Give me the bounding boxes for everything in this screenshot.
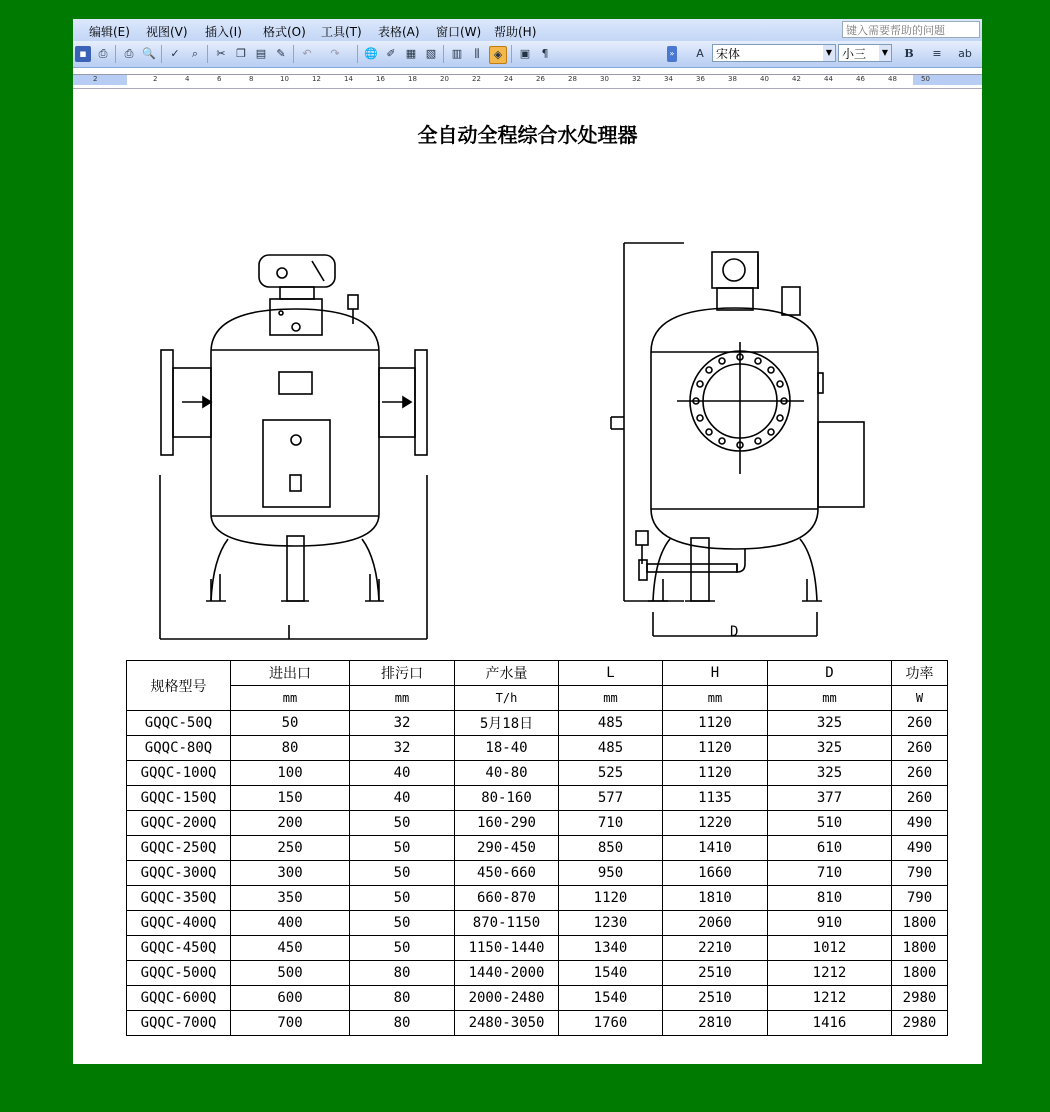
hyperlink-icon[interactable]: 🌐 [364, 47, 378, 60]
table-cell: 50 [350, 836, 455, 861]
table-row [127, 786, 948, 811]
ruler-number: 34 [664, 75, 673, 83]
table-cell: 1800 [892, 961, 948, 986]
ruler-number: 26 [536, 75, 545, 83]
ruler-number: 14 [344, 75, 353, 83]
table-cell: 32 [350, 711, 455, 736]
table-cell: 950 [559, 861, 663, 886]
table-units-row [127, 686, 948, 711]
control-switch [348, 295, 358, 309]
menu-help[interactable]: 帮助(H) [494, 25, 537, 39]
align-center-icon[interactable]: ≡ [932, 47, 942, 60]
table-header-row [127, 661, 948, 686]
table-unit-cell: mm [350, 686, 455, 711]
table-cell: 40 [350, 786, 455, 811]
table-cell: 260 [892, 736, 948, 761]
table-unit-cell: T/h [455, 686, 559, 711]
menu-insert[interactable]: 插入(I) [205, 25, 242, 39]
table-cell: GQQC-150Q [127, 786, 231, 811]
table-cell: GQQC-350Q [127, 886, 231, 911]
table-cell: 510 [768, 811, 892, 836]
ruler-number: 32 [632, 75, 641, 83]
insert-table-icon[interactable]: ▦ [405, 47, 417, 60]
front-tank-body [211, 309, 379, 546]
table-cell: GQQC-600Q [127, 986, 231, 1011]
font-name-value: 宋体 [716, 47, 741, 61]
cut-icon[interactable]: ✂ [216, 47, 226, 60]
table-cell: 1230 [559, 911, 663, 936]
table-row [127, 961, 948, 986]
table-cell: 1120 [663, 761, 768, 786]
print-preview-icon[interactable]: 🔍 [142, 47, 156, 60]
table-cell: GQQC-450Q [127, 936, 231, 961]
ruler-number: 8 [249, 75, 254, 83]
table-unit-cell: mm [559, 686, 663, 711]
table-cell: 290-450 [455, 836, 559, 861]
table-cell: 150 [231, 786, 350, 811]
table-header-cell: 功率 [892, 661, 948, 686]
table-cell: 325 [768, 736, 892, 761]
front-view-drawing [160, 255, 427, 639]
table-cell: 100 [231, 761, 350, 786]
table-row [127, 736, 948, 761]
table-header-cell: D [768, 661, 892, 686]
table-cell: GQQC-100Q [127, 761, 231, 786]
table-unit-cell: mm [663, 686, 768, 711]
ruler-number: 30 [600, 75, 609, 83]
table-cell: 1340 [559, 936, 663, 961]
table-cell: 260 [892, 711, 948, 736]
table-cell: 450 [231, 936, 350, 961]
table-row [127, 711, 948, 736]
menu-view[interactable]: 视图(V) [146, 25, 188, 39]
table-cell: 80-160 [455, 786, 559, 811]
ruler-number: 6 [217, 75, 222, 83]
table-cell: 2000-2480 [455, 986, 559, 1011]
table-cell: 40-80 [455, 761, 559, 786]
reading-icon[interactable]: ▣ [519, 47, 531, 60]
table-cell: 2510 [663, 986, 768, 1011]
word-window [73, 19, 982, 1064]
table-cell: 80 [350, 1011, 455, 1036]
ruler-number: 4 [185, 75, 190, 83]
ruler-number: 42 [792, 75, 801, 83]
table-cell: 485 [559, 711, 663, 736]
table-cell: 910 [768, 911, 892, 936]
table-unit-cell: W [892, 686, 948, 711]
side-motor [712, 252, 758, 288]
table-cell: 1540 [559, 986, 663, 1011]
table-cell: 5月18日 [455, 711, 559, 736]
table-cell: 80 [231, 736, 350, 761]
save-icon[interactable]: ▪ [75, 46, 91, 62]
table-cell: 325 [768, 761, 892, 786]
help-search-input[interactable]: 键入需要帮助的问题 [842, 21, 980, 38]
ruler-number: 38 [728, 75, 737, 83]
table-cell: 32 [350, 736, 455, 761]
paste-icon[interactable]: ▤ [255, 47, 267, 60]
table-cell: 1220 [663, 811, 768, 836]
table-header-cell: H [663, 661, 768, 686]
table-cell: 1212 [768, 961, 892, 986]
table-cell: 1810 [663, 886, 768, 911]
ruler-number: 16 [376, 75, 385, 83]
table-cell: 790 [892, 861, 948, 886]
table-cell: 1212 [768, 986, 892, 1011]
table-cell: 710 [768, 861, 892, 886]
table-cell: GQQC-80Q [127, 736, 231, 761]
table-cell: 50 [350, 811, 455, 836]
table-cell: 1410 [663, 836, 768, 861]
table-cell: 160-290 [455, 811, 559, 836]
table-cell: 50 [350, 886, 455, 911]
ruler-number: 2 [153, 75, 158, 83]
table-cell: 40 [350, 761, 455, 786]
table-cell: 1120 [663, 711, 768, 736]
table-unit-cell: mm [768, 686, 892, 711]
table-header-cell: 规格型号 [127, 661, 231, 711]
side-switch [782, 287, 800, 315]
document-title: 全自动全程综合水处理器 [417, 123, 638, 147]
menu-table[interactable]: 表格(A) [378, 25, 420, 39]
table-cell: 260 [892, 761, 948, 786]
table-cell: 2980 [892, 1011, 948, 1036]
table-cell: 260 [892, 786, 948, 811]
table-cell: 450-660 [455, 861, 559, 886]
front-access-panel [263, 420, 330, 507]
chevron-down-icon: ▼ [879, 45, 891, 61]
table-cell: 1120 [559, 886, 663, 911]
table-cell: GQQC-300Q [127, 861, 231, 886]
table-cell: 610 [768, 836, 892, 861]
ruler-number: 46 [856, 75, 865, 83]
insert-excel-icon[interactable]: ▧ [425, 47, 437, 60]
table-cell: 1800 [892, 911, 948, 936]
table-cell: 18-40 [455, 736, 559, 761]
table-header-cell: L [559, 661, 663, 686]
table-cell: 500 [231, 961, 350, 986]
table-cell: 2980 [892, 986, 948, 1011]
ruler-number: 28 [568, 75, 577, 83]
table-cell: 1800 [892, 936, 948, 961]
table-cell: 1012 [768, 936, 892, 961]
spec-table [126, 660, 948, 1036]
dimension-label-d: D [730, 624, 739, 640]
motor-housing [259, 255, 335, 287]
side-control-box [818, 422, 864, 507]
table-cell: 490 [892, 836, 948, 861]
table-cell: 1150-1440 [455, 936, 559, 961]
table-row [127, 986, 948, 1011]
toolbar-options-icon[interactable]: » [667, 46, 677, 62]
table-cell: 80 [350, 986, 455, 1011]
table-row [127, 1011, 948, 1036]
table-cell: 2480-3050 [455, 1011, 559, 1036]
table-cell: 50 [350, 911, 455, 936]
undo-icon[interactable]: ↶ [302, 47, 312, 60]
highlight-icon[interactable]: ab [958, 47, 972, 60]
table-cell: GQQC-200Q [127, 811, 231, 836]
table-cell: 80 [350, 961, 455, 986]
equipment-drawing [73, 19, 982, 644]
ruler-number: 2 [93, 75, 98, 83]
print-icon[interactable]: ⎙ [124, 47, 134, 60]
table-cell: GQQC-400Q [127, 911, 231, 936]
inlet-flange [161, 350, 173, 455]
table-row [127, 886, 948, 911]
outlet-flange [415, 350, 427, 455]
tables-borders-icon[interactable]: ✐ [386, 47, 396, 60]
gearbox [270, 299, 322, 335]
font-size-value: 小三 [842, 47, 867, 61]
bold-button[interactable]: B [904, 47, 914, 60]
table-cell: 50 [231, 711, 350, 736]
side-view-drawing [611, 243, 864, 636]
table-cell: GQQC-250Q [127, 836, 231, 861]
ruler-number: 24 [504, 75, 513, 83]
table-header-cell: 进出口 [231, 661, 350, 686]
table-cell: 1440-2000 [455, 961, 559, 986]
ruler-number: 10 [280, 75, 289, 83]
ruler-number: 18 [408, 75, 417, 83]
table-cell: 870-1150 [455, 911, 559, 936]
menu-window[interactable]: 窗口(W) [436, 25, 482, 39]
table-cell: 577 [559, 786, 663, 811]
table-unit-cell: mm [231, 686, 350, 711]
table-row [127, 836, 948, 861]
table-cell: 850 [559, 836, 663, 861]
ruler-number: 36 [696, 75, 705, 83]
table-cell: 400 [231, 911, 350, 936]
table-cell: 790 [892, 886, 948, 911]
table-cell: 2210 [663, 936, 768, 961]
table-cell: 377 [768, 786, 892, 811]
table-cell: 250 [231, 836, 350, 861]
table-cell: 2510 [663, 961, 768, 986]
table-cell: 1540 [559, 961, 663, 986]
table-row [127, 811, 948, 836]
table-cell: 525 [559, 761, 663, 786]
menu-tools[interactable]: 工具(T) [321, 25, 362, 39]
table-cell: 485 [559, 736, 663, 761]
ruler-number: 12 [312, 75, 321, 83]
nameplate-window [279, 372, 312, 394]
table-cell: 710 [559, 811, 663, 836]
columns-icon[interactable]: ▥ [451, 47, 463, 60]
table-cell: 1660 [663, 861, 768, 886]
show-hide-icon[interactable]: ¶ [541, 47, 549, 60]
table-cell: 325 [768, 711, 892, 736]
table-cell: GQQC-50Q [127, 711, 231, 736]
table-cell: 1135 [663, 786, 768, 811]
menu-edit[interactable]: 编辑(E) [89, 25, 130, 39]
table-cell: 660-870 [455, 886, 559, 911]
table-cell: 1120 [663, 736, 768, 761]
permission-icon[interactable]: ⎙ [98, 47, 108, 60]
table-cell: GQQC-500Q [127, 961, 231, 986]
side-tank-body [651, 308, 818, 549]
table-header-cell: 排污口 [350, 661, 455, 686]
table-cell: 700 [231, 1011, 350, 1036]
table-cell: 200 [231, 811, 350, 836]
table-row [127, 936, 948, 961]
chevron-down-icon: ▼ [823, 45, 835, 61]
research-icon[interactable]: ⌕ [191, 47, 199, 60]
table-cell: 350 [231, 886, 350, 911]
ruler-number: 48 [888, 75, 897, 83]
table-cell: 50 [350, 861, 455, 886]
table-cell: 2810 [663, 1011, 768, 1036]
ruler-number: 40 [760, 75, 769, 83]
table-cell: 50 [350, 936, 455, 961]
table-cell: 810 [768, 886, 892, 911]
table-row [127, 911, 948, 936]
format-painter-icon[interactable]: ✎ [276, 47, 286, 60]
table-header-cell: 产水量 [455, 661, 559, 686]
menu-format[interactable]: 格式(O) [263, 25, 306, 39]
styles-icon[interactable]: A [696, 47, 704, 60]
ruler-number: 50 [921, 75, 930, 83]
redo-icon[interactable]: ↷ [330, 47, 340, 60]
ruler-number: 20 [440, 75, 449, 83]
table-cell: 2060 [663, 911, 768, 936]
table-cell: 300 [231, 861, 350, 886]
copy-icon[interactable]: ❐ [236, 47, 246, 60]
table-cell: 490 [892, 811, 948, 836]
table-cell: 1416 [768, 1011, 892, 1036]
drawing-icon[interactable]: ⫼ [474, 47, 480, 60]
spelling-icon[interactable]: ✓ [170, 47, 180, 60]
table-row [127, 861, 948, 886]
ruler-number: 44 [824, 75, 833, 83]
table-cell: 600 [231, 986, 350, 1011]
ruler-number: 22 [472, 75, 481, 83]
table-cell: GQQC-700Q [127, 1011, 231, 1036]
document-map-icon[interactable]: ◈ [489, 46, 507, 64]
table-row [127, 761, 948, 786]
table-cell: 1760 [559, 1011, 663, 1036]
